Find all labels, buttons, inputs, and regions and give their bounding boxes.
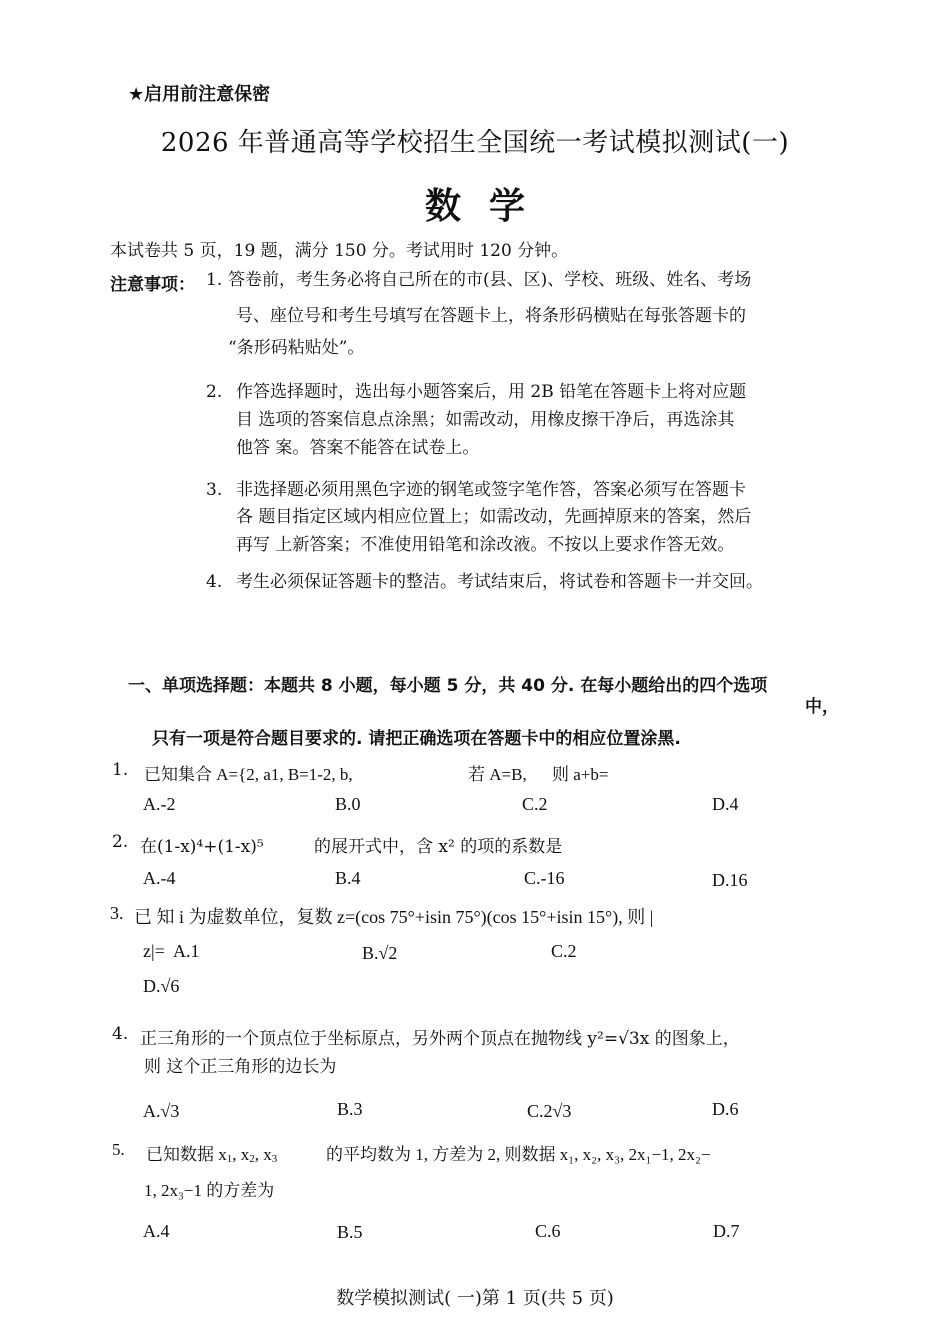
q5-option-d: D.7: [713, 1221, 740, 1241]
notice-3-line-2: 各 题目指定区域内相应位置上；如需改动，先画掉原来的答案，然后: [236, 507, 752, 527]
q5-sep-2: , x: [254, 1145, 272, 1164]
q3-option-b: B.√2: [362, 943, 398, 963]
notice-2-line-3: 他答 案。答案不能答在试卷上。: [236, 438, 480, 458]
q5-stem-b: 的平均数为 1, 方差为 2, 则数据 x₁, x₂, x₃, 2x₁−1, 2x₂−: [326, 1145, 711, 1164]
notice-3-number: 3.: [206, 480, 223, 500]
q3-stem: 已 知 i 为虚数单位，复数 z=(cos 75°+isin 75°)(cos 15°+isin 15°), 则 |: [134, 907, 654, 927]
confidential-notice: ★启用前注意保密: [128, 84, 271, 105]
q5-stem-a: [146, 1140, 277, 1165]
q2-stem-a: 在(1-x)⁴+(1-x)⁵: [140, 837, 264, 857]
q2-option-b: B.4: [335, 868, 361, 888]
notice-1-line-2: 号、座位号和考生号填写在答题卡上，将条形码横贴在每张答题卡的: [236, 306, 746, 326]
q1-option-b: B.0: [335, 794, 361, 814]
q5-subscript-1: 1: [226, 1153, 233, 1165]
q5-option-b: B.5: [337, 1222, 363, 1242]
q2-option-d: D.16: [712, 870, 748, 890]
q4-option-d: D.6: [712, 1099, 739, 1119]
notice-4-number: 4.: [206, 572, 223, 592]
q1-number: 1.: [112, 760, 129, 780]
notice-label: 注意事项：: [110, 275, 195, 295]
exam-info: 本试卷共 5 页，19 题，满分 150 分。考试用时 120 分钟。: [110, 241, 569, 261]
q4-option-a: A.√3: [143, 1101, 180, 1121]
q1-option-c: C.2: [522, 794, 548, 814]
notice-2-number: 2.: [206, 382, 223, 402]
notice-1-line-3: “条形码粘贴处”。: [228, 338, 365, 358]
q1-option-a: A.-2: [143, 794, 176, 814]
q4-line-1: 正三角形的一个顶点位于坐标原点，另外两个顶点在抛物线 y²=√3x 的图象上，: [140, 1029, 740, 1049]
page-footer: 数学模拟测试( 一)第 1 页(共 5 页): [336, 1288, 614, 1309]
subject-title: 数学: [424, 186, 553, 227]
notice-3-line-3: 再写 上新答案；不准使用铅笔和涂改液。不按以上要求作答无效。: [236, 535, 735, 555]
q2-option-c: C.-16: [524, 868, 565, 888]
q3-option-a: A.1: [173, 941, 200, 961]
q1-option-d: D.4: [712, 794, 739, 814]
section-heading-line-1-end: 中，: [805, 697, 839, 717]
q2-stem-b: 的展开式中，含 x² 的项的系数是: [314, 837, 563, 857]
section-heading-line-2: 只有一项是符合题目要求的. 请把正确选项在答题卡中的相应位置涂黑.: [152, 729, 681, 749]
q5-number: 5.: [112, 1140, 125, 1159]
q5-option-a: A.4: [143, 1221, 170, 1241]
q3-number: 3.: [110, 903, 124, 923]
notice-3-line-1: 非选择题必须用黑色字迹的钢笔或签字笔作答，答案必须写在答题卡: [236, 480, 746, 500]
q5-option-c: C.6: [535, 1221, 561, 1241]
q5-sep-1: , x: [232, 1145, 250, 1164]
q4-option-c: C.2√3: [527, 1101, 572, 1121]
q5-subscript-2: 2: [249, 1153, 255, 1165]
q1-stem-b: 若 A=B,: [468, 765, 527, 784]
notice-1-line-1: 答卷前，考生务必将自己所在的市(县、区)、学校、班级、姓名、考场: [228, 270, 752, 290]
q2-number: 2.: [112, 832, 129, 852]
notice-1-number: 1.: [206, 270, 223, 290]
q3-option-d: D.√6: [143, 976, 180, 996]
q4-line-2: 则 这个正三角形的边长为: [144, 1057, 337, 1077]
q5-subscript-3: 3: [271, 1153, 278, 1165]
notice-4-line-1: 考生必须保证答题卡的整洁。考试结束后，将试卷和答题卡一并交回。: [236, 572, 763, 592]
q3-stem-cont: z|=: [143, 941, 165, 961]
notice-2-line-1: 作答选择题时，选出每小题答案后，用 2B 铅笔在答题卡上将对应题: [236, 382, 747, 402]
q2-option-a: A.-4: [143, 868, 176, 888]
q5-stem-a-text: 已知数据 x: [146, 1145, 227, 1164]
q4-option-b: B.3: [337, 1099, 363, 1119]
exam-title: 2026 年普通高等学校招生全国统一考试模拟测试(一): [160, 128, 790, 158]
q4-number: 4.: [112, 1024, 129, 1044]
q3-option-c: C.2: [551, 941, 577, 961]
section-heading-line-1: 一、单项选择题：本题共 8 小题，每小题 5 分，共 40 分. 在每小题给出的四个选项: [128, 676, 768, 696]
notice-2-line-2: 目 选项的答案信息点涂黑；如需改动，用橡皮擦干净后，再选涂其: [236, 410, 735, 430]
q5-line-2: 1, 2x₃−1 的方差为: [144, 1181, 275, 1200]
q1-stem-c: 则 a+b=: [552, 765, 609, 784]
q1-stem-a: 已知集合 A={2, a1, B=1-2, b,: [144, 765, 353, 784]
